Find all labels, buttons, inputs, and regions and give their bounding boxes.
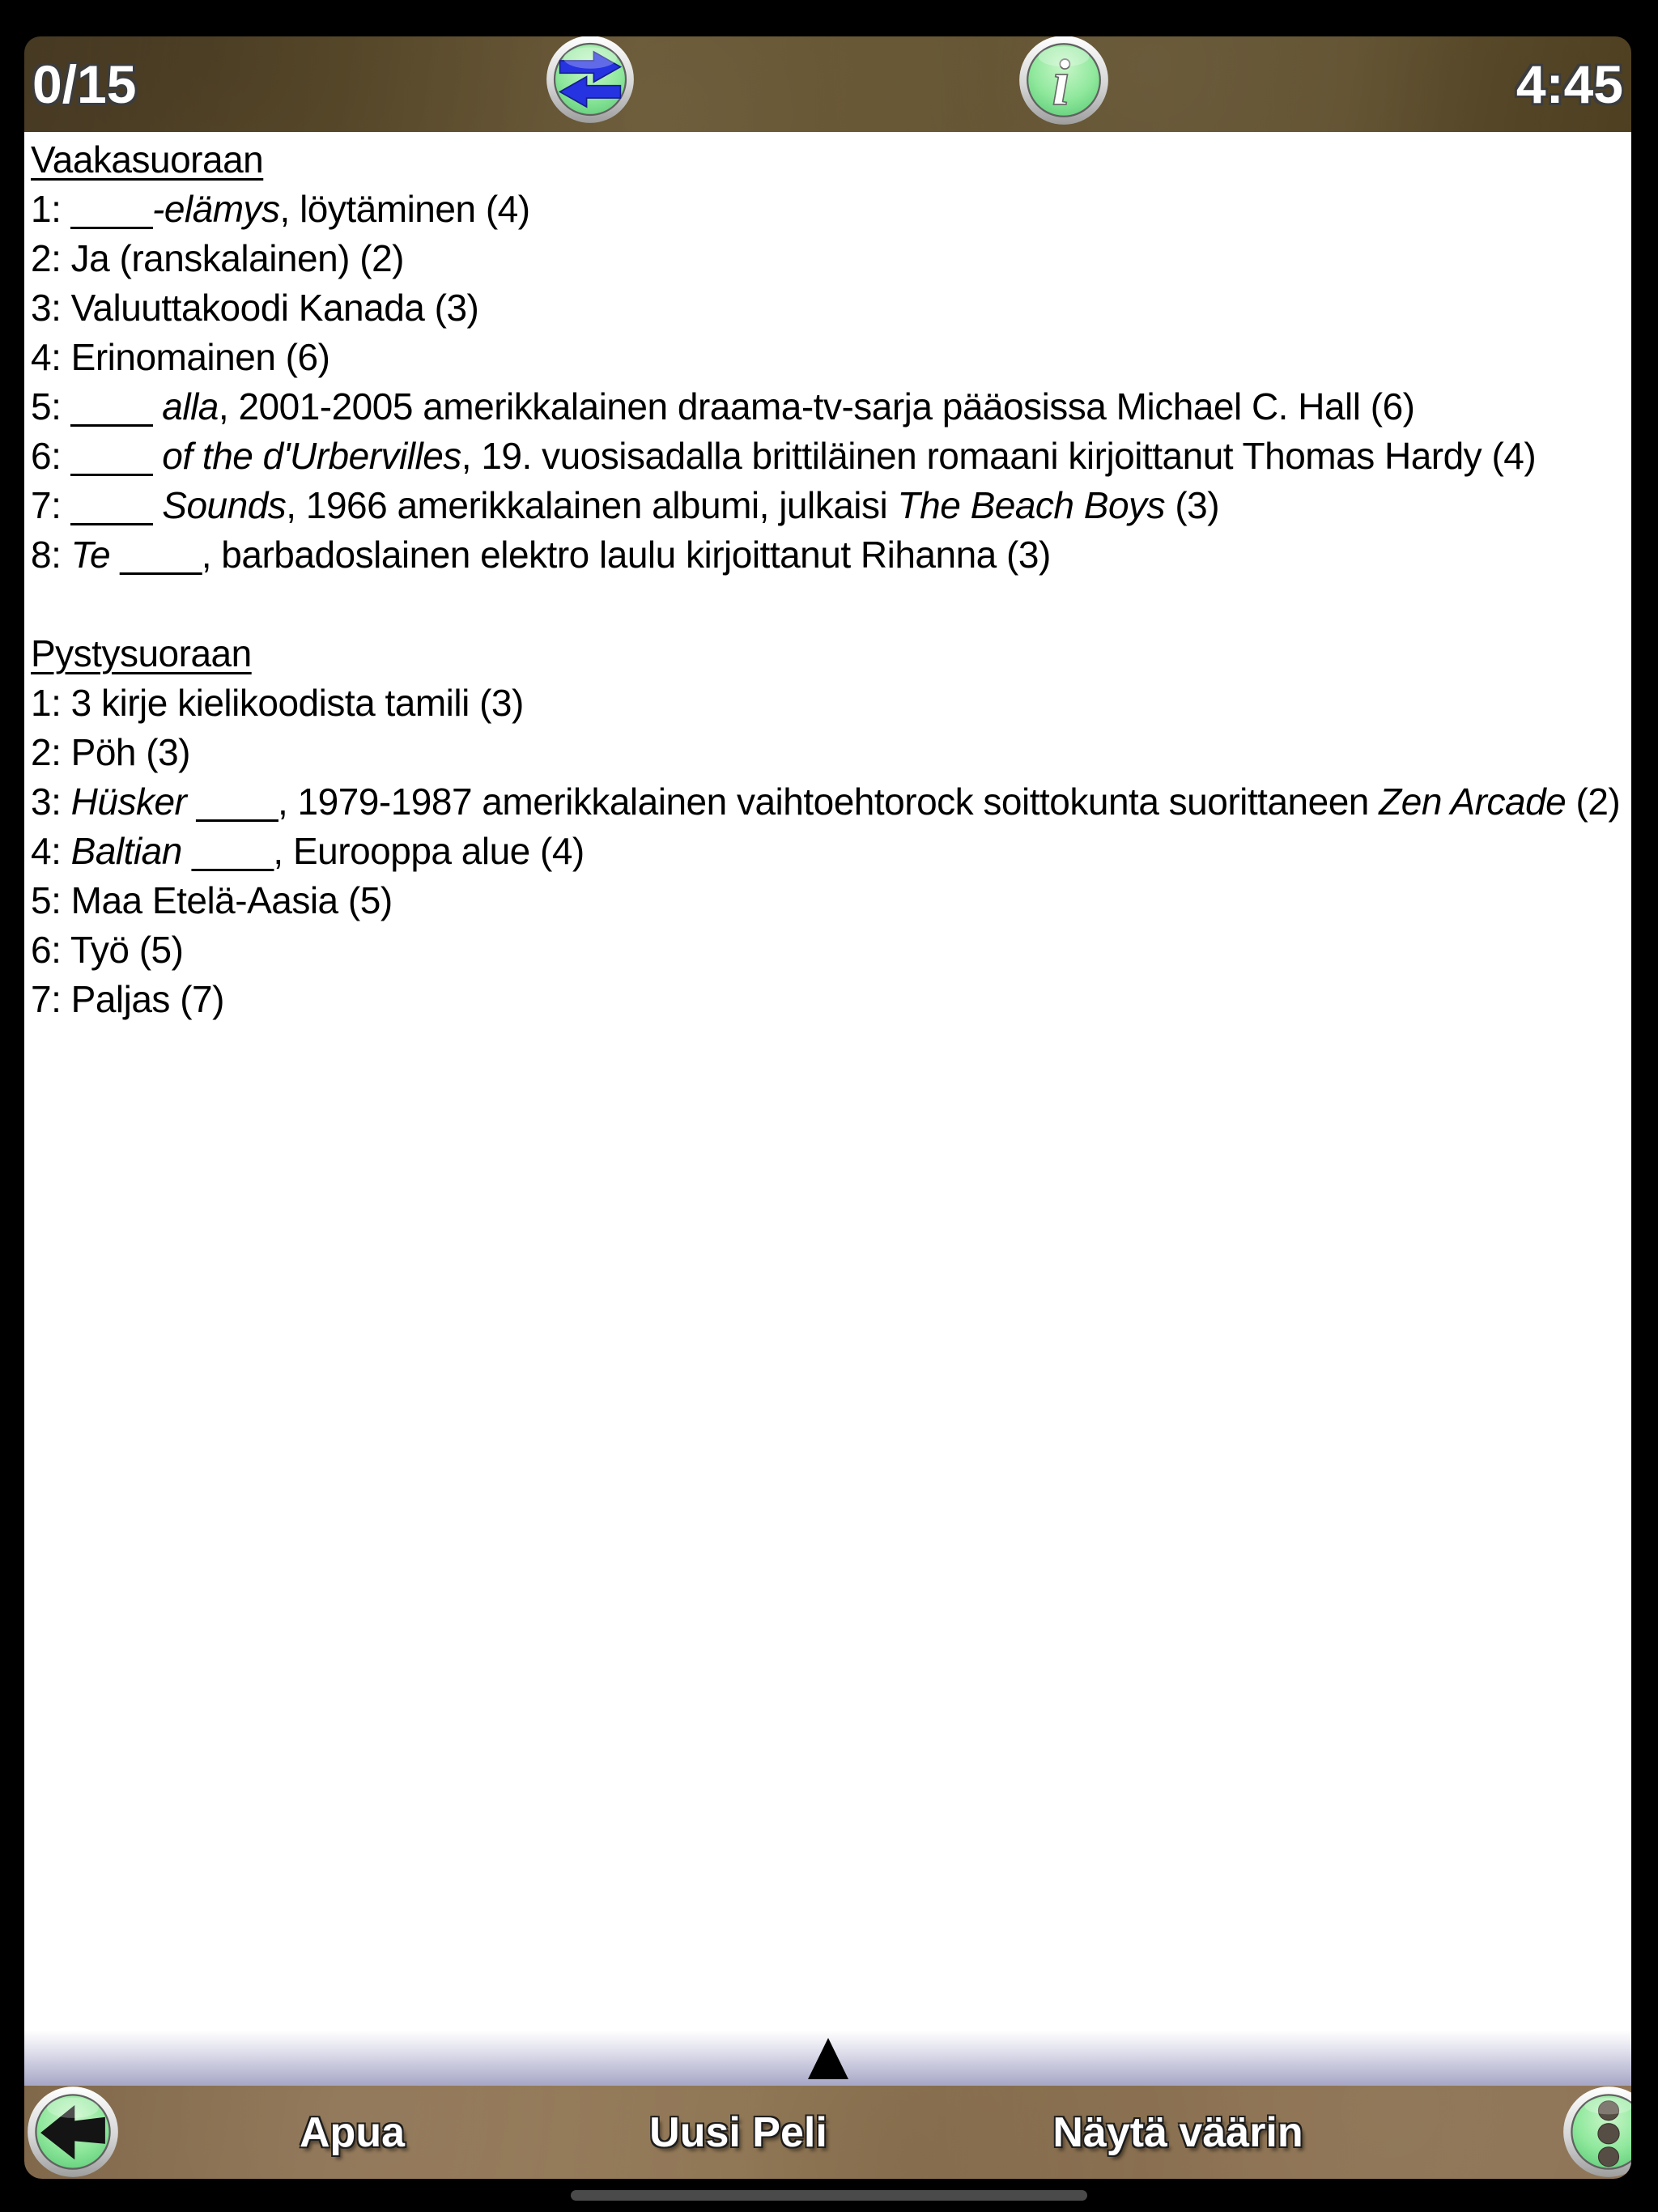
svg-text:i: i xyxy=(1052,47,1070,120)
clue-line: 7: ____ Sounds, 1966 amerikkalainen albumi, julkaisi The Beach Boys (3) xyxy=(31,484,1220,526)
kebab-dots-icon xyxy=(1562,2086,1631,2178)
clue-line: 2: Pöh (3) xyxy=(31,731,190,773)
back-button[interactable] xyxy=(27,2086,119,2178)
across-title: Vaakasuoraan xyxy=(31,138,264,181)
clue-line: 8: Te ____, barbadoslainen elektro laulu kirjoittanut Rihanna (3) xyxy=(31,534,1051,576)
show-wrong-button[interactable]: Näytä väärin xyxy=(1048,2108,1307,2158)
clue-line: 3: Hüsker ____, 1979-1987 amerikkalainen vaihtoehtorock soittokunta suorittaneen Zen Arcade (2) xyxy=(31,781,1621,823)
clue-line: 7: Paljas (7) xyxy=(31,978,224,1020)
down-title: Pystysuoraan xyxy=(31,632,252,674)
swap-direction-button[interactable] xyxy=(546,36,635,124)
menu-dots-button[interactable] xyxy=(1562,2086,1631,2178)
clue-line: 1: 3 kirje kielikoodista tamili (3) xyxy=(31,682,524,724)
section-gap xyxy=(24,580,1631,629)
progress-counter: 0/15 xyxy=(32,54,137,114)
keyboard-pull-strip[interactable] xyxy=(24,2031,1631,2086)
across-section xyxy=(24,135,1631,580)
clue-line: 4: Erinomainen (6) xyxy=(31,336,330,378)
clue-line: 5: ____ alla, 2001-2005 amerikkalainen draama-tv-sarja pääosissa Michael C. Hall (6) xyxy=(31,385,1415,428)
down-section xyxy=(24,629,1631,1024)
timer: 4:45 xyxy=(1516,54,1623,114)
swap-arrows-icon xyxy=(546,36,635,124)
help-button[interactable]: Apua xyxy=(295,2108,410,2158)
across-clue-list xyxy=(24,185,1631,580)
bottom-bar xyxy=(24,2086,1631,2179)
clue-line: 5: Maa Etelä-Aasia (5) xyxy=(31,879,393,921)
clue-line: 4: Baltian ____, Eurooppa alue (4) xyxy=(31,830,585,872)
info-button[interactable] xyxy=(1018,36,1109,125)
clue-line: 1: ____-elämys, löytäminen (4) xyxy=(31,188,530,230)
up-triangle-icon[interactable] xyxy=(808,2038,848,2079)
top-bar xyxy=(24,36,1631,132)
home-indicator[interactable] xyxy=(571,2190,1087,2201)
clue-line: 3: Valuuttakoodi Kanada (3) xyxy=(31,287,479,329)
back-arrow-icon xyxy=(27,2086,119,2178)
clues-panel xyxy=(24,132,1631,2031)
clue-line: 2: Ja (ranskalainen) (2) xyxy=(31,237,404,279)
clue-line: 6: ____ of the d'Urbervilles, 19. vuosisadalla brittiläinen romaani kirjoittanut Thomas Hardy (4) xyxy=(31,435,1537,477)
down-clue-list xyxy=(24,678,1631,1024)
clue-line: 6: Työ (5) xyxy=(31,929,184,971)
new-game-button[interactable]: Uusi Peli xyxy=(644,2108,832,2158)
info-icon xyxy=(1018,36,1109,125)
